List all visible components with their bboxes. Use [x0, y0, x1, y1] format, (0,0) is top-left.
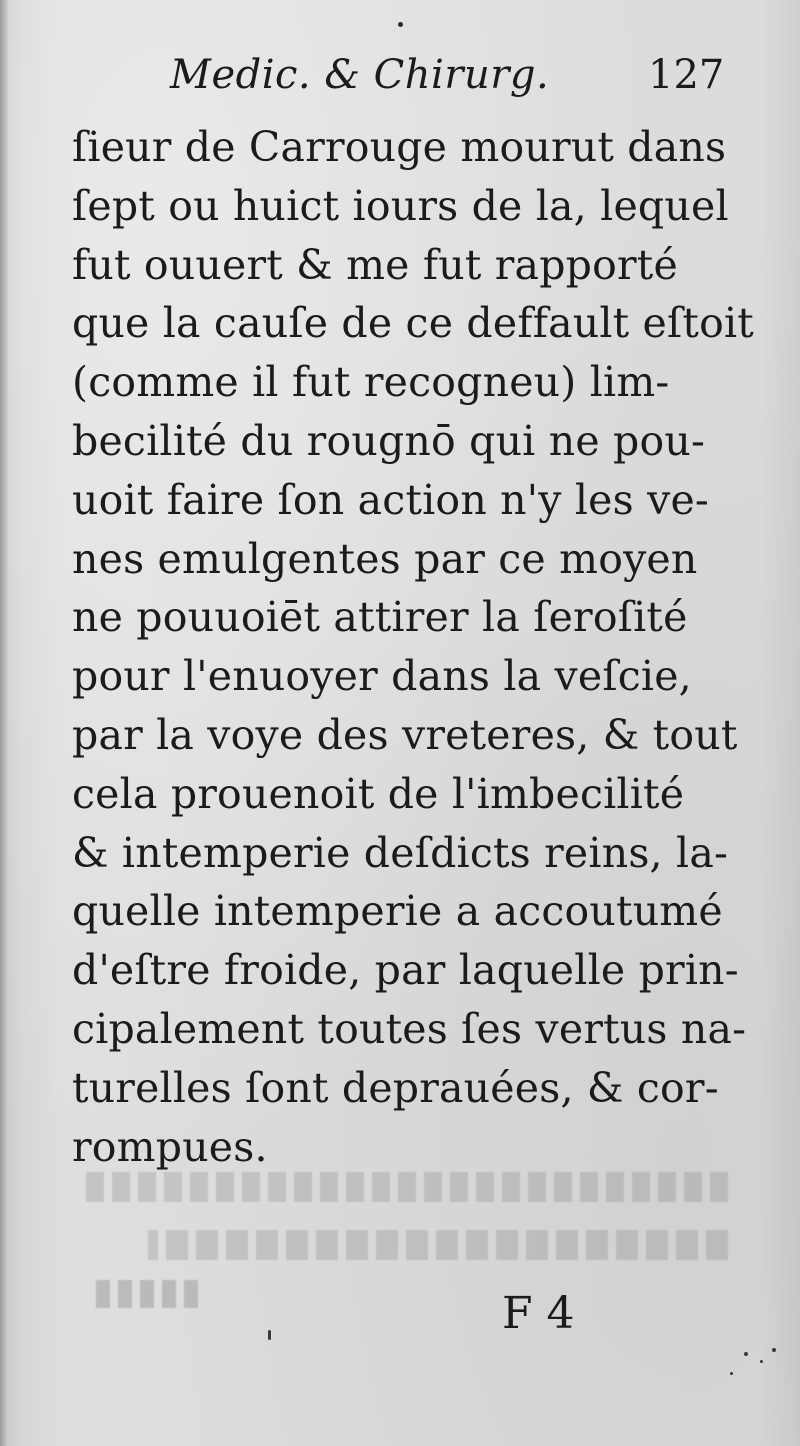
- ink-speck: [760, 1360, 763, 1363]
- ink-speck: [268, 1330, 271, 1340]
- text-line: nes emulgentes par ce moyen: [72, 534, 698, 583]
- page-number: 127: [648, 52, 725, 98]
- ink-speck: [730, 1372, 733, 1375]
- text-line: pour l'enuoyer dans la veſcie,: [72, 652, 692, 701]
- text-line: par la voye des vreteres, & tout: [72, 710, 738, 759]
- text-line: rompues.: [72, 1122, 268, 1171]
- ink-speck: [744, 1352, 748, 1356]
- text-line: cela prouenoit de l'imbecilité: [72, 769, 685, 818]
- text-line: turelles ſont deprauées, & cor-: [72, 1063, 719, 1112]
- text-line: ne pouuoiēt attirer la ſeroſité: [72, 593, 688, 642]
- show-through-mark: [96, 1280, 206, 1308]
- signature-mark: F 4: [502, 1288, 575, 1339]
- ink-speck: [772, 1348, 776, 1352]
- body-text: [72, 118, 754, 1176]
- text-line: ſieur de Carrouge mourut dans: [72, 123, 727, 171]
- text-line: que la cauſe de ce deffault eſtoit: [72, 299, 754, 348]
- text-line: fut ouuert & me fut rapporté: [72, 240, 678, 289]
- text-line: (comme il fut recogneu) lim-: [72, 358, 670, 407]
- running-head: Medic. & Chirurg.: [170, 52, 550, 98]
- text-line: becilité du rougnō qui ne pou-: [72, 416, 706, 465]
- text-line: quelle intemperie a accoutumé: [72, 887, 723, 936]
- show-through-texture: [78, 1158, 728, 1260]
- page-gutter-shadow: [0, 0, 8, 1446]
- text-line: cipalement toutes ſes vertus na-: [72, 1004, 747, 1053]
- text-line: ſept ou huict iours de la, lequel: [72, 181, 729, 230]
- text-line: uoit faire ſon action n'y les ve-: [72, 475, 709, 524]
- ink-dot: [398, 22, 403, 27]
- text-line: & intemperie deſdicts reins, la-: [72, 828, 729, 877]
- text-line: d'eſtre froide, par laquelle prin-: [72, 946, 739, 995]
